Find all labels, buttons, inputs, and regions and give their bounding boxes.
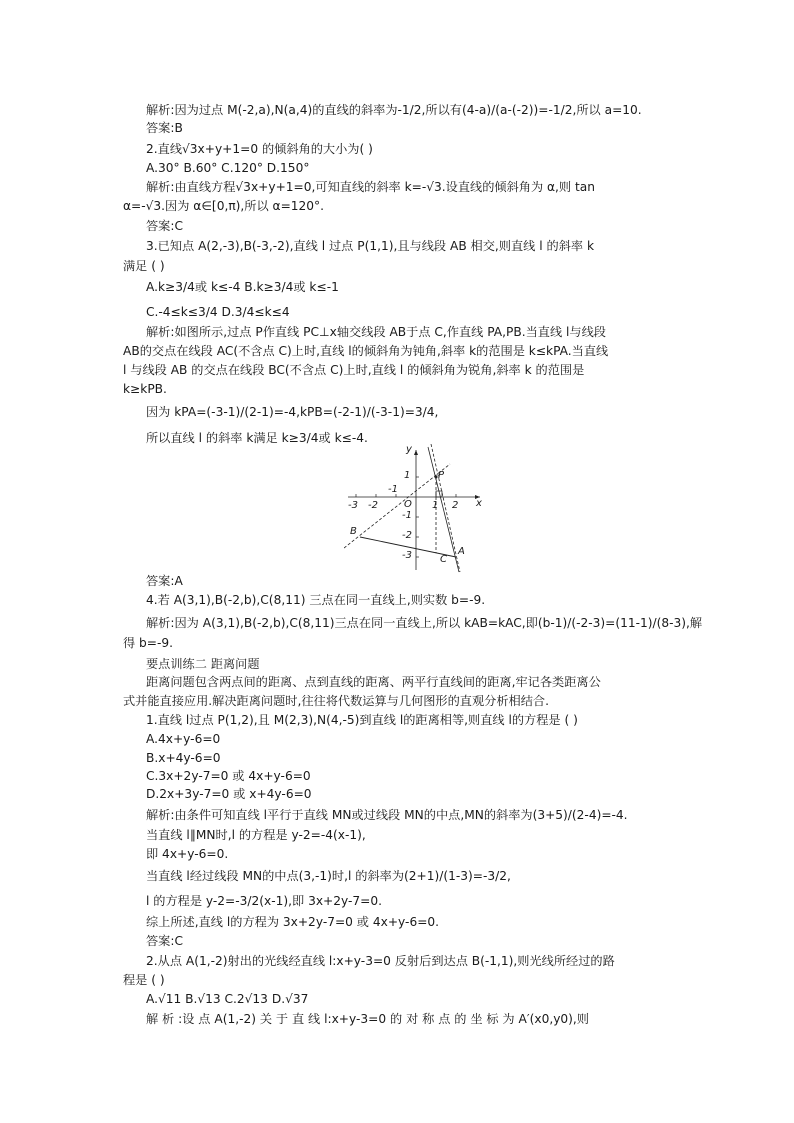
text-line: A.30° B.60° C.120° D.150°	[146, 161, 310, 175]
text-line: 程是 ( )	[123, 973, 165, 987]
y-axis-label: y	[406, 444, 412, 455]
y-arrow	[414, 450, 418, 455]
text-line: D.2x+3y-7=0 或 x+4y-6=0	[146, 787, 312, 801]
x-tick-label: -1	[388, 484, 398, 495]
text-line: 满足 ( )	[123, 259, 165, 273]
text-line: l 与线段 AB 的交点在线段 BC(不含点 C)上时,直线 l 的倾斜角为锐角,斜率 k 的范围是	[123, 363, 585, 377]
text-line: A.4x+y-6=0	[146, 732, 221, 746]
x-tick-label: -2	[368, 500, 378, 511]
text-line: B.x+4y-6=0	[146, 751, 221, 765]
point-label: A	[458, 546, 465, 557]
text-line: 综上所述,直线 l的方程为 3x+2y-7=0 或 4x+y-6=0.	[146, 915, 440, 929]
text-line: AB的交点在线段 AC(不含点 C)上时,直线 l的倾斜角为钝角,斜率 k的范围是 k≤kPA.当直线	[123, 344, 609, 358]
text-line: 解析:由条件可知直线 l平行于直线 MN或过线段 MN的中点,MN的斜率为(3+5)/(2-4)=-4.	[146, 808, 628, 822]
text-line: C.-4≤k≤3/4 D.3/4≤k≤4	[146, 305, 290, 319]
text-line: 式并能直接应用.解决距离问题时,往往将代数运算与几何图形的直观分析相结合.	[123, 694, 549, 708]
point-label: P	[438, 470, 445, 481]
text-line: 当直线 l∥MN时,l 的方程是 y-2=-4(x-1),	[146, 828, 366, 842]
text-line: 2.从点 A(1,-2)射出的光线经直线 l:x+y-3=0 反射后到达点 B(-1,1),则光线所经过的路	[146, 954, 615, 968]
text-line: l 的方程是 y-2=-3/2(x-1),即 3x+2y-7=0.	[146, 894, 382, 908]
text-line: 距离问题包含两点间的距离、点到直线的距离、两平行直线间的距离,牢记各类距离公	[146, 675, 601, 689]
point-label: C	[440, 554, 447, 565]
point-label: B	[350, 526, 357, 537]
text-line: A.√11 B.√13 C.2√13 D.√37	[146, 992, 309, 1006]
text-line: 解析:由直线方程√3x+y+1=0,可知直线的斜率 k=-√3.设直线的倾斜角为 α,则 tan	[146, 180, 595, 194]
y-tick-label: -1	[402, 510, 412, 521]
x-tick-label: -3	[348, 500, 358, 511]
text-line: 1.直线 l过点 P(1,2),且 M(2,3),N(4,-5)到直线 l的距离相等,则直线 l的方程是 ( )	[146, 713, 578, 727]
x-tick-label: 1	[432, 500, 439, 511]
text-line: k≥kPB.	[123, 382, 167, 396]
text-line: 解 析 :设 点 A(1,-2) 关 于 直 线 l:x+y-3=0 的 对 称 点 的 坐 标 为 A′(x0,y0),则	[146, 1012, 589, 1026]
text-line: 当直线 l经过线段 MN的中点(3,-1)时,l 的斜率为(2+1)/(1-3)=-3/2,	[146, 869, 511, 883]
text-line: 答案:C	[146, 934, 183, 948]
y-tick-label: -3	[402, 550, 412, 561]
y-tick-label: 1	[404, 470, 411, 481]
coordinate-diagram	[344, 444, 484, 577]
text-line: 解析:因为过点 M(-2,a),N(a,4)的直线的斜率为-1/2,所以有(4-a)/(a-(-2))=-1/2,所以 a=10.	[146, 103, 642, 117]
text-line: 解析:如图所示,过点 P作直线 PC⊥x轴交线段 AB于点 C,作直线 PA,PB.当直线 l与线段	[146, 325, 606, 339]
text-line: 得 b=-9.	[123, 636, 174, 650]
text-line: 答案:A	[146, 574, 183, 588]
text-line: α=-√3.因为 α∈[0,π),所以 α=120°.	[123, 199, 325, 213]
text-line: A.k≥3/4或 k≤-4 B.k≥3/4或 k≤-1	[146, 280, 339, 294]
text-line: 要点训练二 距离问题	[146, 657, 260, 671]
text-line: 4.若 A(3,1),B(-2,b),C(8,11) 三点在同一直线上,则实数 b=-9.	[146, 593, 486, 607]
text-line: 因为 kPA=(-3-1)/(2-1)=-4,kPB=(-2-1)/(-3-1)=3/4,	[146, 405, 439, 419]
text-line: 2.直线√3x+y+1=0 的倾斜角的大小为( )	[146, 142, 373, 156]
text-line: 3.已知点 A(2,-3),B(-3,-2),直线 l 过点 P(1,1),且与线段 AB 相交,则直线 l 的斜率 k	[146, 239, 594, 253]
origin-label: O	[404, 499, 412, 510]
x-tick-label: 2	[452, 500, 459, 511]
text-line: 解析:因为 A(3,1),B(-2,b),C(8,11)三点在同一直线上,所以 kAB=kAC,即(b-1)/(-2-3)=(11-1)/(8-3),解	[146, 616, 703, 630]
text-line: 答案:B	[146, 121, 183, 135]
text-line: 即 4x+y-6=0.	[146, 847, 229, 861]
y-tick-label: -2	[402, 530, 412, 541]
text-line: 答案:C	[146, 219, 183, 233]
text-line: 所以直线 l 的斜率 k满足 k≥3/4或 k≤-4.	[146, 431, 368, 445]
x-axis-label: x	[476, 498, 482, 509]
text-line: C.3x+2y-7=0 或 4x+y-6=0	[146, 769, 311, 783]
